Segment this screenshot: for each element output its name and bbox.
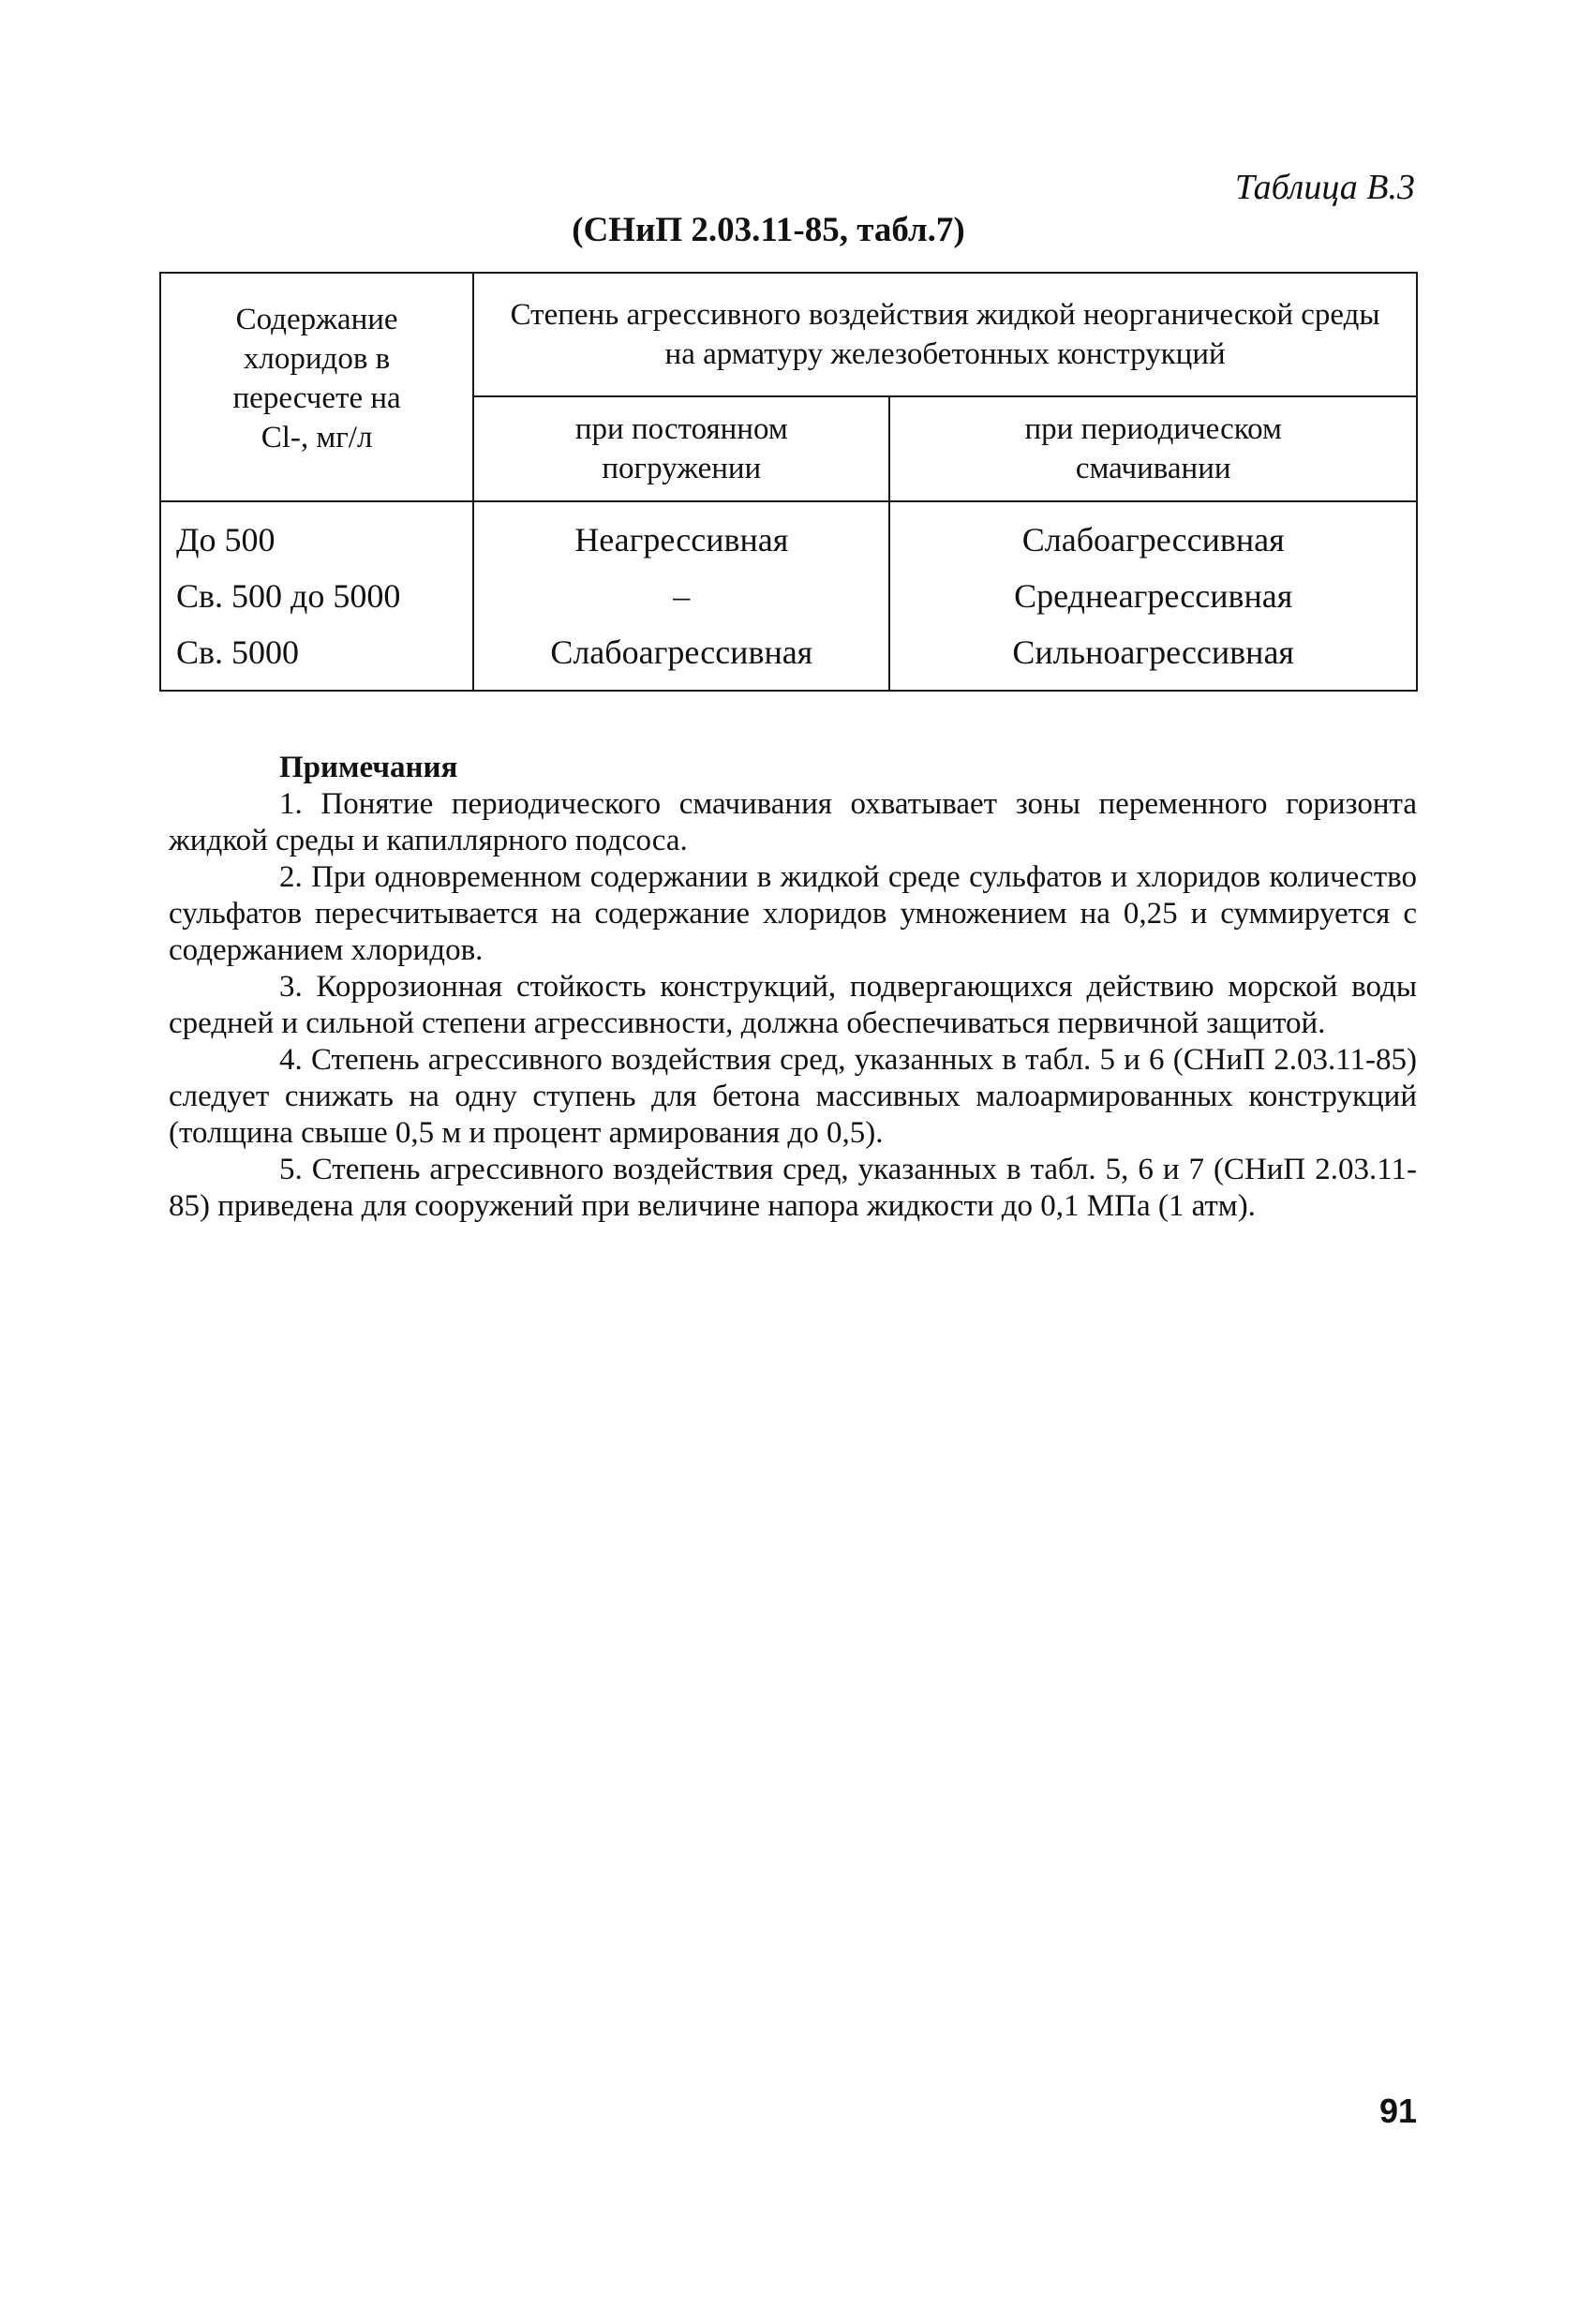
table-cell: – <box>673 577 691 615</box>
table-source: (СНиП 2.03.11-85, табл.7) <box>572 211 965 249</box>
table-header-row <box>160 273 1417 396</box>
table-body-row <box>160 501 1417 691</box>
notes-section <box>169 750 1417 1225</box>
table-cell: Среднеагрессивная <box>1014 577 1293 615</box>
table-cell: Св. 5000 <box>176 633 300 671</box>
constant-column <box>473 501 889 691</box>
table-cell: Св. 500 до 5000 <box>176 577 401 615</box>
notes-heading: Примечания <box>279 751 458 784</box>
table-label: Таблица В.3 <box>1234 168 1415 207</box>
page-number: 91 <box>1378 2092 1417 2130</box>
note-item: 4. Степень агрессивного воздействия сред, указанных в табл. 5 и 6 (СНиП 2.03.11-85) следует снижать на одну ступень для бетона массивных малоармированных конструкций (толщина свыше 0,5 м и процент армирования до 0,5). <box>169 1043 1417 1150</box>
corner-header-line: хлоридов в <box>243 342 391 376</box>
aggressiveness-table <box>159 272 1418 692</box>
note-item: 1. Понятие периодического смачивания охватывает зоны переменного горизонта жидкой среды и капиллярного подсоса. <box>169 787 1417 857</box>
subheader-constant: при постоянном погружении <box>473 396 889 501</box>
subheader-periodic: при периодическом смачивании <box>889 396 1417 501</box>
table-cell: Слабоагрессивная <box>1021 521 1285 559</box>
table-cell: Сильноагрессивная <box>1012 633 1294 671</box>
note-item: 5. Степень агрессивного воздействия сред, указанных в табл. 5, 6 и 7 (СНиП 2.03.11-85) приведена для сооружений при величине напора жидкости до 0,1 МПа (1 атм). <box>169 1153 1417 1223</box>
table-cell: Слабоагрессивная <box>550 633 813 671</box>
corner-header-line: пересчете на <box>232 381 401 415</box>
corner-header-line: Cl-, мг/л <box>261 421 373 454</box>
group-header-cell: Степень агрессивного воздействия жидкой неорганической среды на арматуру железобетонных конструкций <box>473 273 1417 396</box>
corner-header-cell <box>160 273 473 501</box>
table-cell: До 500 <box>176 521 276 559</box>
note-item: 2. При одновременном содержании в жидкой среде сульфатов и хлоридов количество сульфатов пересчитывается на содержание хлоридов умножением на 0,25 и суммируется с содержанием хлоридов. <box>169 860 1417 967</box>
table-cell: Неагрессивная <box>574 521 789 559</box>
corner-header-line: Содержание <box>235 303 398 336</box>
periodic-column <box>889 501 1417 691</box>
note-item: 3. Коррозионная стойкость конструкций, подвергающихся действию морской воды средней и сильной степени агрессивности, должна обеспечиваться первичной защитой. <box>169 970 1417 1040</box>
content-column <box>160 501 473 691</box>
